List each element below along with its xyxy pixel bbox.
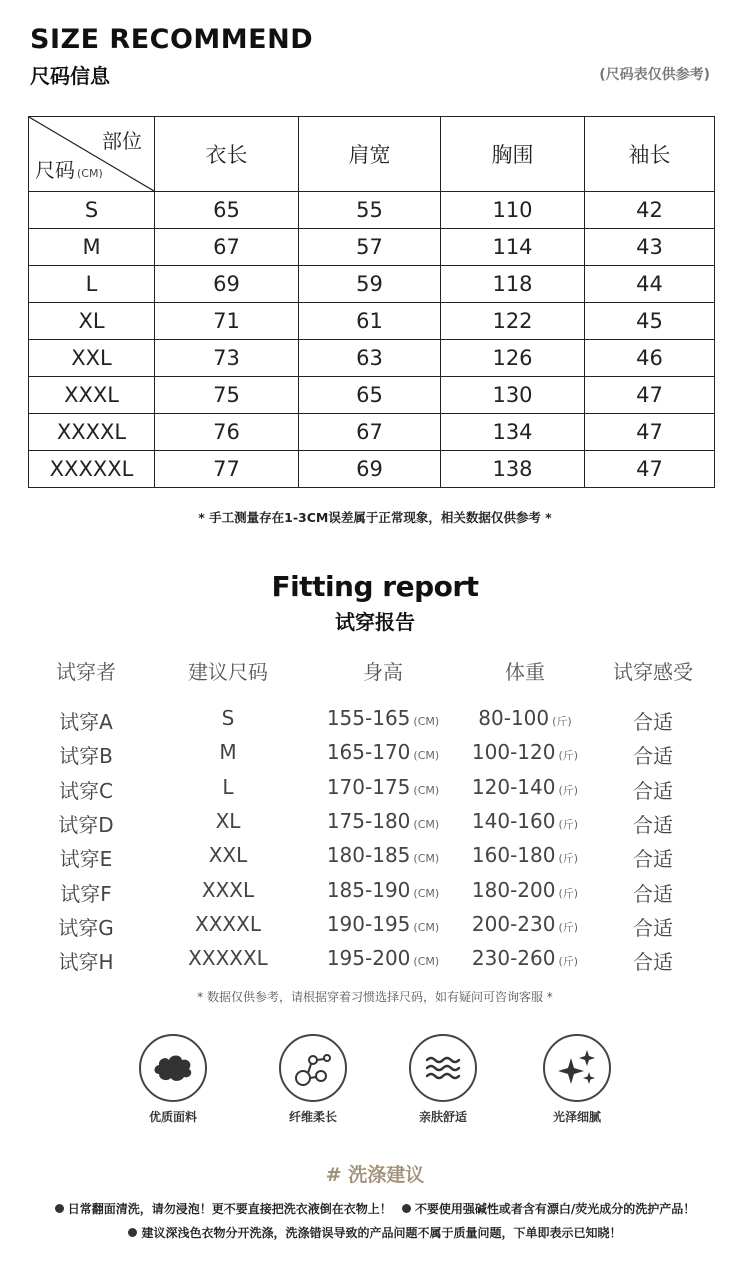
feature-label: 亲肤舒适 <box>418 1110 467 1124</box>
size-table-row <box>29 377 715 414</box>
size-table-header-row <box>29 117 715 192</box>
measurement-cell: 118 <box>441 266 585 303</box>
weight-cell: 80-100 (斤) <box>478 706 572 730</box>
measurement-cell: 122 <box>441 303 585 340</box>
measurement-cell: 77 <box>155 451 299 488</box>
washing-advice-line-2: 建议深浅色衣物分开洗涤，洗涤错误导致的产品问题不属于质量问题，下单即表示已知晓！ <box>0 1224 750 1241</box>
fitting-row <box>0 912 750 942</box>
sparkle-icon <box>553 1044 601 1092</box>
header-height: 身高 <box>363 660 403 684</box>
feel-cell: 合适 <box>633 847 673 872</box>
fitting-report-title: Fitting report <box>271 570 479 603</box>
washing-advice-title: # 洗涤建议 <box>325 1164 425 1186</box>
measurement-cell: 65 <box>299 377 441 414</box>
fitting-row <box>0 775 750 805</box>
measurement-cell: 42 <box>585 192 715 229</box>
size-table-row <box>29 303 715 340</box>
size-cell: S <box>29 192 155 229</box>
weight-cell: 140-160 (斤) <box>471 808 579 833</box>
feel-cell: 合适 <box>633 812 673 837</box>
size-table-row <box>29 451 715 488</box>
measurement-cell: 55 <box>299 192 441 229</box>
suggested-size-cell: S <box>221 706 235 730</box>
bullet-icon <box>55 1204 64 1213</box>
size-cell: XXXL <box>29 377 155 414</box>
tester-cell: 试穿G <box>58 915 114 940</box>
size-table-row <box>29 266 715 303</box>
measurement-cell: 134 <box>441 414 585 451</box>
size-cell: M <box>29 229 155 266</box>
feel-cell: 合适 <box>633 710 673 734</box>
height-cell: 195-200 (CM) <box>326 946 440 971</box>
suggested-size-cell: XXXXL <box>195 911 261 936</box>
measurement-cell: 43 <box>585 229 715 266</box>
molecule-icon <box>289 1044 337 1092</box>
header-size: 建议尺码 <box>188 660 268 684</box>
height-cell: 185-190 (CM) <box>326 877 440 902</box>
header-feel: 试穿感受 <box>613 660 693 684</box>
weight-cell: 160-180 (斤) <box>471 843 579 868</box>
size-table <box>28 116 715 488</box>
weight-cell: 100-120 (斤) <box>471 740 579 765</box>
tester-cell: 试穿B <box>59 744 113 769</box>
feel-cell: 合适 <box>633 744 673 769</box>
measurement-cell: 138 <box>441 451 585 488</box>
measurement-cell: 67 <box>155 229 299 266</box>
suggested-size-cell: L <box>222 774 234 799</box>
measurement-cell: 69 <box>299 451 441 488</box>
measurement-cell: 45 <box>585 303 715 340</box>
header-tester: 试穿者 <box>56 660 116 684</box>
bullet-icon <box>402 1204 411 1213</box>
tester-cell: 试穿F <box>60 881 112 906</box>
header-weight: 体重 <box>505 660 545 684</box>
height-cell: 155-165 (CM) <box>326 706 440 730</box>
suggested-size-cell: XXL <box>208 843 248 868</box>
column-header-length: 衣长 <box>155 117 299 192</box>
fitting-header-row <box>0 656 750 686</box>
tester-cell: 试穿C <box>59 778 113 803</box>
size-table-row <box>29 414 715 451</box>
bullet-icon <box>128 1228 137 1237</box>
fitting-row <box>0 809 750 839</box>
column-header-sleeve: 袖长 <box>585 117 715 192</box>
suggested-size-cell: XXXXXL <box>188 946 268 971</box>
measurement-cell: 76 <box>155 414 299 451</box>
feature-luster <box>522 1034 632 1125</box>
tester-cell: 试穿A <box>59 710 113 734</box>
measurement-note: * 手工测量存在1-3CM误差属于正常现象，相关数据仅供参考 * <box>198 510 552 525</box>
size-table-row <box>29 192 715 229</box>
size-cell: XXXXL <box>29 414 155 451</box>
weight-cell: 230-260 (斤) <box>471 946 579 971</box>
cloud-icon <box>149 1044 197 1092</box>
size-table-row <box>29 229 715 266</box>
fitting-row <box>0 706 750 736</box>
feature-label: 光泽细腻 <box>552 1110 601 1124</box>
feature-fiber <box>258 1034 368 1125</box>
feature-fabric <box>118 1034 228 1125</box>
size-info-subtitle: 尺码信息 <box>30 64 110 88</box>
height-cell: 165-170 (CM) <box>326 740 440 765</box>
size-cell: L <box>29 266 155 303</box>
measurement-cell: 47 <box>585 451 715 488</box>
feel-cell: 合适 <box>633 950 673 975</box>
feel-cell: 合适 <box>633 778 673 803</box>
measurement-cell: 69 <box>155 266 299 303</box>
part-label: 部位 <box>102 129 142 153</box>
tester-cell: 试穿E <box>59 847 113 872</box>
measurement-cell: 63 <box>299 340 441 377</box>
fitting-row <box>0 843 750 873</box>
measurement-cell: 46 <box>585 340 715 377</box>
suggested-size-cell: XL <box>215 808 241 833</box>
waves-icon <box>419 1044 467 1092</box>
suggested-size-cell: XXXL <box>201 877 255 902</box>
measurement-cell: 59 <box>299 266 441 303</box>
feature-label: 优质面料 <box>148 1110 197 1124</box>
measurement-cell: 65 <box>155 192 299 229</box>
fitting-row <box>0 946 750 976</box>
measurement-cell: 47 <box>585 414 715 451</box>
measurement-cell: 130 <box>441 377 585 414</box>
size-table-corner-cell <box>29 117 155 192</box>
feel-cell: 合适 <box>633 915 673 940</box>
measurement-cell: 114 <box>441 229 585 266</box>
weight-cell: 200-230 (斤) <box>471 911 579 936</box>
measurement-cell: 67 <box>299 414 441 451</box>
weight-cell: 120-140 (斤) <box>471 774 579 799</box>
size-cell: XL <box>29 303 155 340</box>
measurement-cell: 61 <box>299 303 441 340</box>
measurement-cell: 110 <box>441 192 585 229</box>
size-table-row <box>29 340 715 377</box>
column-header-shoulder: 肩宽 <box>299 117 441 192</box>
measurement-cell: 47 <box>585 377 715 414</box>
height-cell: 180-185 (CM) <box>326 843 440 868</box>
height-cell: 175-180 (CM) <box>326 808 440 833</box>
measurement-cell: 126 <box>441 340 585 377</box>
size-cell: XXL <box>29 340 155 377</box>
feature-skin-friendly <box>388 1034 498 1125</box>
size-recommend-title: SIZE RECOMMEND <box>30 24 314 55</box>
fitting-row <box>0 740 750 770</box>
measurement-cell: 44 <box>585 266 715 303</box>
height-cell: 190-195 (CM) <box>326 911 440 936</box>
measurement-cell: 71 <box>155 303 299 340</box>
height-cell: 170-175 (CM) <box>326 774 440 799</box>
size-cell: XXXXXL <box>29 451 155 488</box>
washing-advice-line-1: 日常翻面清洗，请勿浸泡！更不要直接把洗衣液倒在衣物上！ 不要使用强碱性或者含有漂白/荧光成分的洗护产品！ <box>0 1200 750 1217</box>
feel-cell: 合适 <box>633 881 673 906</box>
fitting-report-subtitle: 试穿报告 <box>335 610 415 634</box>
tester-cell: 试穿D <box>58 812 114 837</box>
weight-cell: 180-200 (斤) <box>471 877 579 902</box>
suggested-size-cell: M <box>219 740 237 765</box>
tester-cell: 试穿H <box>58 950 114 975</box>
measurement-cell: 57 <box>299 229 441 266</box>
size-table-reference-note: (尺码表仅供参考) <box>599 67 710 83</box>
measurement-cell: 73 <box>155 340 299 377</box>
size-label: 尺码 (CM) <box>35 158 103 182</box>
fitting-row <box>0 878 750 908</box>
feature-label: 纤维柔长 <box>288 1110 337 1124</box>
measurement-cell: 75 <box>155 377 299 414</box>
fitting-note: * 数据仅供参考，请根据穿着习惯选择尺码，如有疑问可咨询客服 * <box>197 990 553 1004</box>
column-header-chest: 胸围 <box>441 117 585 192</box>
